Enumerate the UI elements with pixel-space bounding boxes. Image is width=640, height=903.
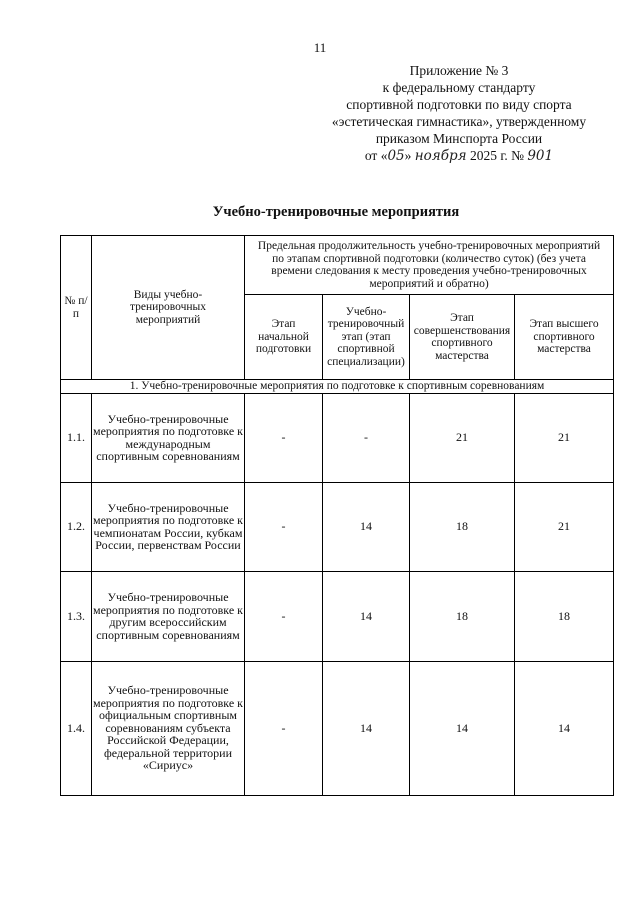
row-value: 14 [323, 661, 410, 795]
appendix-line: Приложение № 3 [409, 63, 509, 78]
events-table [60, 235, 614, 796]
date-prefix: от « [364, 148, 388, 163]
row-event-name: Учебно-тренировочные мероприятия по подготовке к чемпионатам России, кубкам России, первенствам России [92, 482, 245, 571]
document-title: Учебно-тренировочные мероприятия [212, 204, 460, 220]
table-row [61, 482, 614, 571]
appendix-date-line [300, 147, 618, 165]
row-number: 1.1. [61, 393, 92, 482]
header-group: Предельная продолжительность учебно-тренировочных мероприятий по этапам спортивной подготовки (количество суток) (без учета времени следования к месту проведения учебно-тренировочных мероприятий и обратно) [245, 236, 614, 295]
page-number: 11 [313, 40, 327, 55]
row-value: 14 [323, 571, 410, 661]
header-event-type: Виды учебно-тренировочных мероприятий [92, 236, 245, 380]
row-number: 1.2. [61, 482, 92, 571]
row-value: 21 [515, 393, 614, 482]
row-value: - [245, 393, 323, 482]
header-stage-1: Этап начальной подготовки [245, 295, 323, 380]
appendix-line: к федеральному стандарту [382, 80, 536, 95]
header-stage-4: Этап высшего спортивного мастерства [515, 295, 614, 380]
row-value: - [245, 571, 323, 661]
header-stage-3: Этап совершенствования спортивного мастерства [410, 295, 515, 380]
appendix-line: «эстетическая гимнастика», утвержденному [331, 114, 587, 129]
appendix-line: спортивной подготовки по виду спорта [346, 97, 572, 112]
row-value: 14 [323, 482, 410, 571]
appendix-line: приказом Минспорта России [375, 131, 543, 146]
date-year: 2025 г. № [469, 148, 524, 163]
order-number: 901 [527, 148, 554, 164]
row-event-name: Учебно-тренировочные мероприятия по подготовке к международным спортивным соревнованиям [92, 393, 245, 482]
section-header: 1. Учебно-тренировочные мероприятия по подготовке к спортивным соревнованиям [61, 380, 614, 394]
row-number: 1.4. [61, 661, 92, 795]
row-value: 21 [515, 482, 614, 571]
row-value: - [323, 393, 410, 482]
row-value: 14 [410, 661, 515, 795]
row-value: 18 [410, 482, 515, 571]
header-num: № п/п [61, 236, 92, 380]
header-stage-2: Учебно-тренировочный этап (этап спортивной специализации) [323, 295, 410, 380]
row-event-name: Учебно-тренировочные мероприятия по подготовке к другим всероссийским спортивным соревнованиям [92, 571, 245, 661]
appendix-header [300, 62, 618, 165]
row-event-name: Учебно-тренировочные мероприятия по подготовке к официальным спортивным соревнованиям субъекта Российской Федерации, федеральной территории «Сириус» [92, 661, 245, 795]
row-value: 18 [515, 571, 614, 661]
row-value: - [245, 661, 323, 795]
row-value: 14 [515, 661, 614, 795]
date-mid: » [404, 148, 412, 163]
row-number: 1.3. [61, 571, 92, 661]
row-value: - [245, 482, 323, 571]
table-row [61, 661, 614, 795]
table-row [61, 393, 614, 482]
date-month: ноября [414, 148, 467, 164]
date-day: 05 [387, 148, 405, 164]
table-row [61, 571, 614, 661]
row-value: 18 [410, 571, 515, 661]
row-value: 21 [410, 393, 515, 482]
